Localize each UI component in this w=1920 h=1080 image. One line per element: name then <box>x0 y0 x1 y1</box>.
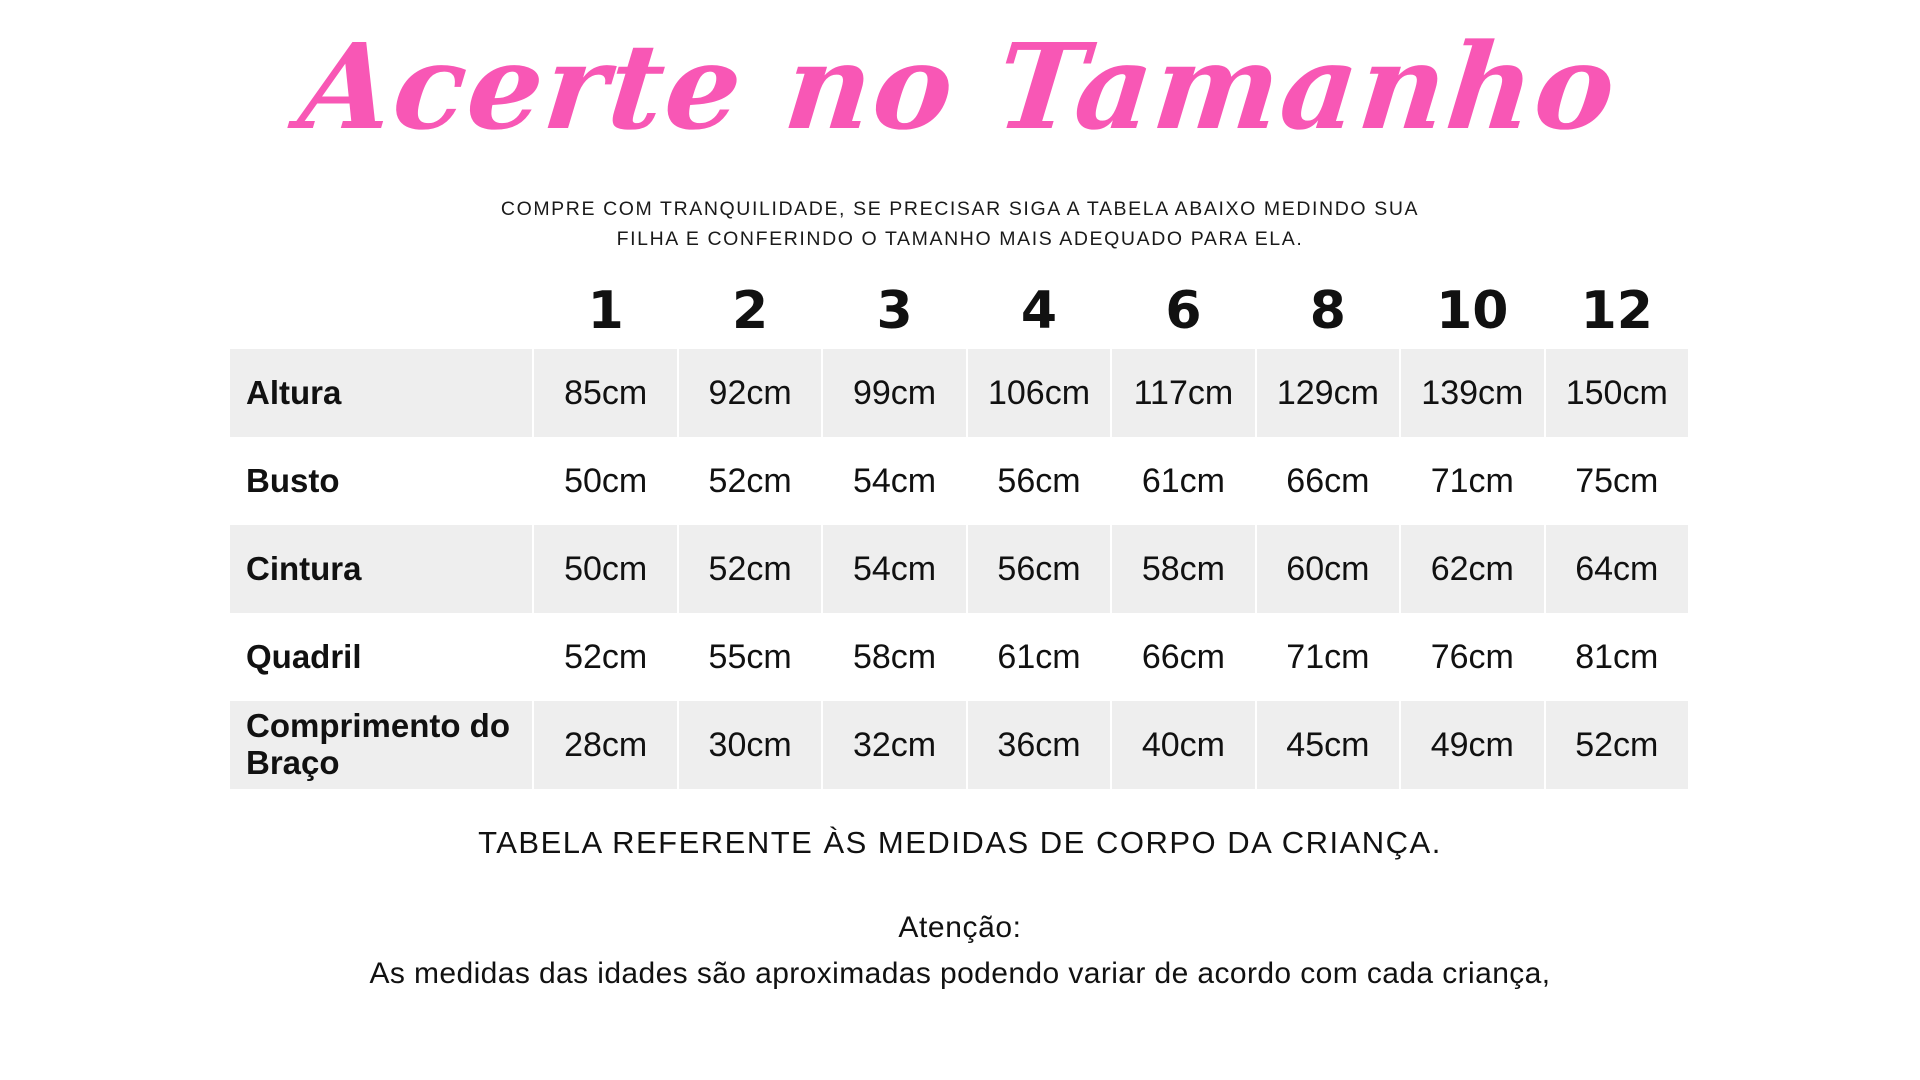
table-row <box>230 437 1689 525</box>
size-header: 8 <box>1256 280 1400 349</box>
table-cell: 52cm <box>533 613 677 701</box>
table-row <box>230 349 1689 437</box>
table-cell: 58cm <box>822 613 966 701</box>
table-row <box>230 613 1689 701</box>
table-cell: 71cm <box>1400 437 1544 525</box>
table-header-row <box>230 280 1689 349</box>
table-cell: 40cm <box>1111 701 1255 789</box>
table-row <box>230 525 1689 613</box>
table-cell: 45cm <box>1256 701 1400 789</box>
row-label: Busto <box>230 437 533 525</box>
row-label: Quadril <box>230 613 533 701</box>
table-cell: 55cm <box>678 613 822 701</box>
table-cell: 61cm <box>967 613 1111 701</box>
table-cell: 52cm <box>678 437 822 525</box>
table-cell: 52cm <box>1545 701 1689 789</box>
table-cell: 62cm <box>1400 525 1544 613</box>
row-label: Cintura <box>230 525 533 613</box>
size-header: 6 <box>1111 280 1255 349</box>
table-note: TABELA REFERENTE ÀS MEDIDAS DE CORPO DA CRIANÇA. <box>478 825 1442 861</box>
table-cell: 30cm <box>678 701 822 789</box>
size-table <box>230 280 1690 789</box>
table-cell: 81cm <box>1545 613 1689 701</box>
table-cell: 49cm <box>1400 701 1544 789</box>
table-header-label <box>230 280 533 349</box>
table-cell: 54cm <box>822 437 966 525</box>
table-cell: 56cm <box>967 437 1111 525</box>
table-cell: 52cm <box>678 525 822 613</box>
table-row <box>230 701 1689 789</box>
table-cell: 54cm <box>822 525 966 613</box>
table-cell: 139cm <box>1400 349 1544 437</box>
table-cell: 75cm <box>1545 437 1689 525</box>
table-cell: 60cm <box>1256 525 1400 613</box>
table-cell: 36cm <box>967 701 1111 789</box>
table-cell: 150cm <box>1545 349 1689 437</box>
attention-title: Atenção: <box>898 911 1022 945</box>
row-label: Altura <box>230 349 533 437</box>
table-cell: 32cm <box>822 701 966 789</box>
size-header: 3 <box>822 280 966 349</box>
table-cell: 58cm <box>1111 525 1255 613</box>
size-header: 1 <box>533 280 677 349</box>
table-cell: 71cm <box>1256 613 1400 701</box>
subtitle-line-1: COMPRE COM TRANQUILIDADE, SE PRECISAR SIGA A TABELA ABAIXO MEDINDO SUA <box>500 198 1420 220</box>
table-cell: 99cm <box>822 349 966 437</box>
size-header: 4 <box>967 280 1111 349</box>
table-cell: 28cm <box>533 701 677 789</box>
subtitle <box>230 194 1690 254</box>
table-cell: 85cm <box>533 349 677 437</box>
table-cell: 76cm <box>1400 613 1544 701</box>
size-header: 12 <box>1545 280 1689 349</box>
row-label: Comprimento do Braço <box>230 701 533 789</box>
table-cell: 64cm <box>1545 525 1689 613</box>
table-cell: 66cm <box>1256 437 1400 525</box>
table-cell: 50cm <box>533 437 677 525</box>
table-cell: 129cm <box>1256 349 1400 437</box>
table-cell: 61cm <box>1111 437 1255 525</box>
table-cell: 56cm <box>967 525 1111 613</box>
size-header: 10 <box>1400 280 1544 349</box>
table-cell: 117cm <box>1111 349 1255 437</box>
attention-body: As medidas das idades são aproximadas podendo variar de acordo com cada criança, <box>369 957 1551 991</box>
subtitle-line-2: FILHA E CONFERINDO O TAMANHO MAIS ADEQUADO PARA ELA. <box>616 228 1304 251</box>
table-cell: 92cm <box>678 349 822 437</box>
page-title: Acerte no Tamanho <box>293 17 1624 156</box>
table-cell: 106cm <box>967 349 1111 437</box>
table-cell: 66cm <box>1111 613 1255 701</box>
table-cell: 50cm <box>533 525 677 613</box>
size-header: 2 <box>678 280 822 349</box>
